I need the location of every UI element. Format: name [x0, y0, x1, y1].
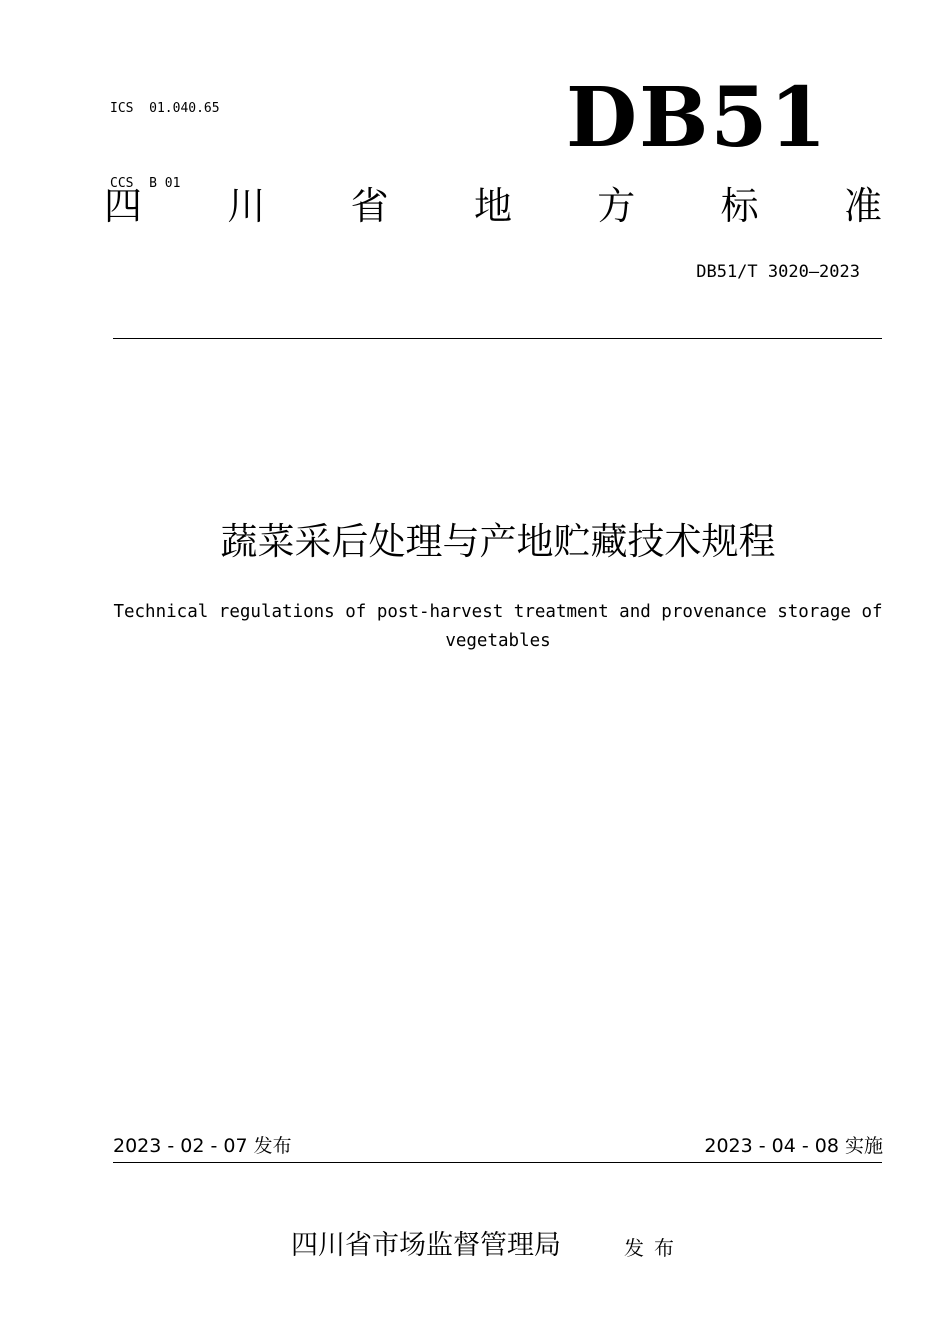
- implementation-date: 2023 - 04 - 08 实施: [704, 1135, 883, 1157]
- standard-type-char: 标: [720, 184, 759, 228]
- standard-number: DB51/T 3020—2023: [696, 262, 860, 282]
- issuing-action: 发布: [624, 1236, 684, 1260]
- issue-date: 2023 - 02 - 07 发布: [113, 1135, 292, 1157]
- standard-type-char: 川: [227, 184, 266, 228]
- standard-type-heading: [103, 183, 883, 229]
- standard-type-char: 方: [597, 184, 636, 228]
- standard-type-char: 地: [473, 184, 512, 228]
- document-title-english: Technical regulations of post-harvest treatment and provenance storage of vegetables: [113, 602, 883, 651]
- issuing-authority: 四川省市场监督管理局: [291, 1230, 561, 1261]
- standard-type-char: 省: [350, 184, 389, 228]
- standard-type-char: 准: [843, 184, 882, 228]
- bottom-divider: [113, 1162, 882, 1163]
- standard-type-char: 四: [103, 184, 142, 228]
- db51-logo: DB51: [566, 70, 829, 166]
- ccs-code: CCS B 01: [110, 176, 181, 191]
- top-divider: [113, 338, 882, 339]
- ics-code: ICS 01.040.65: [110, 101, 220, 116]
- document-title-chinese: 蔬菜采后处理与产地贮藏技术规程: [220, 520, 776, 563]
